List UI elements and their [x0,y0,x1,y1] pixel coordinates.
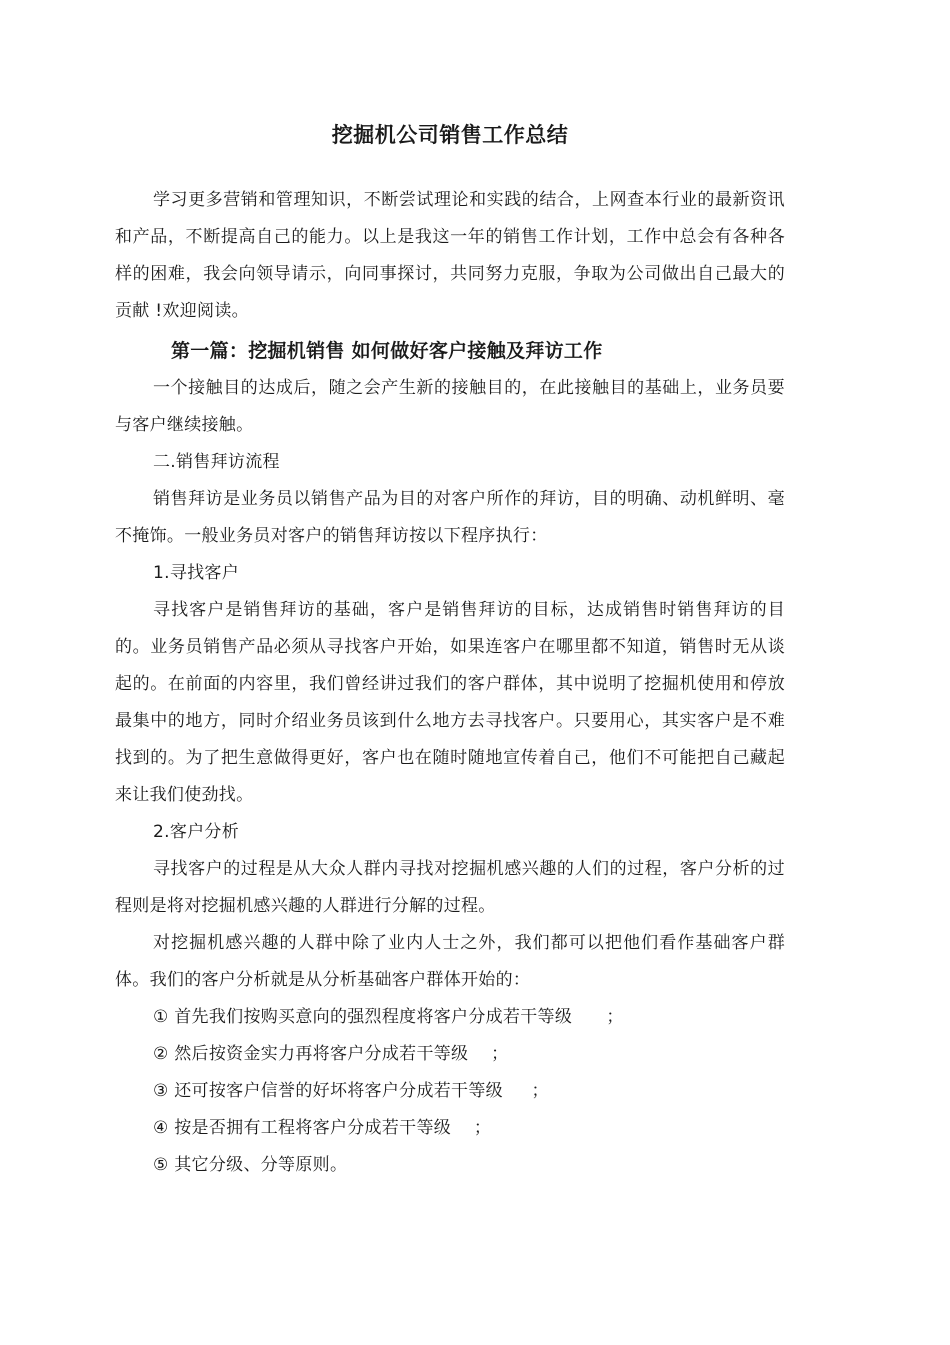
list-item: ③ 还可按客户信誉的好坏将客户分成若干等级 ； [153,1081,549,1101]
contact-paragraph: 一个接触目的达成后，随之会产生新的接触目的，在此接触目的基础上，业务员要与客户继续接触。 [115,378,785,435]
subheading-customer-analysis: 2.客户分析 [153,822,240,842]
list-item: ② 然后按资金实力再将客户分成若干等级 ； [153,1044,509,1064]
document-title: 挖掘机公司销售工作总结 [331,123,569,147]
analysis-paragraph-2: 对挖掘机感兴趣的人群中除了业内人士之外，我们都可以把他们看作基础客户群体。我们的客户分析就是从分析基础客户群体开始的： [115,933,785,990]
subheading-process: 二.销售拜访流程 [153,452,280,472]
list-item: ④ 按是否拥有工程将客户分成若干等级 ； [153,1118,492,1138]
list-item: ⑤ 其它分级、分等原则。 [153,1155,348,1175]
intro-paragraph: 学习更多营销和管理知识，不断尝试理论和实践的结合，上网查本行业的最新资讯和产品，不断提高自己的能力。以上是我这一年的销售工作计划，工作中总会有各种各样的困难，我会向领导请示，向同事探讨，共同努力克服，争取为公司做出自己最大的贡献 !欢迎阅读。 [115,190,785,321]
document-page [115,118,785,1184]
grading-list [115,999,785,1184]
process-paragraph: 销售拜访是业务员以销售产品为目的对客户所作的拜访，目的明确、动机鲜明、毫不掩饰。一般业务员对客户的销售拜访按以下程序执行： [115,489,785,546]
section-heading: 第一篇：挖掘机销售 如何做好客户接触及拜访工作 [171,340,603,362]
find-customer-paragraph: 寻找客户是销售拜访的基础，客户是销售拜访的目标，达成销售时销售拜访的目的。业务员销售产品必须从寻找客户开始，如果连客户在哪里都不知道，销售时无从谈起的。在前面的内容里，我们曾经讲过我们的客户群体，其中说明了挖掘机使用和停放最集中的地方，同时介绍业务员该到什么地方去寻找客户。只要用心，其实客户是不难找到的。为了把生意做得更好，客户也在随时随地宣传着自己，他们不可能把自己藏起来让我们使劲找。 [115,600,785,805]
analysis-paragraph-1: 寻找客户的过程是从大众人群内寻找对挖掘机感兴趣的人们的过程，客户分析的过程则是将对挖掘机感兴趣的人群进行分解的过程。 [115,859,785,916]
list-item: ① 首先我们按购买意向的强烈程度将客户分成若干等级 ； [153,1007,624,1027]
subheading-find-customer: 1.寻找客户 [153,563,240,583]
